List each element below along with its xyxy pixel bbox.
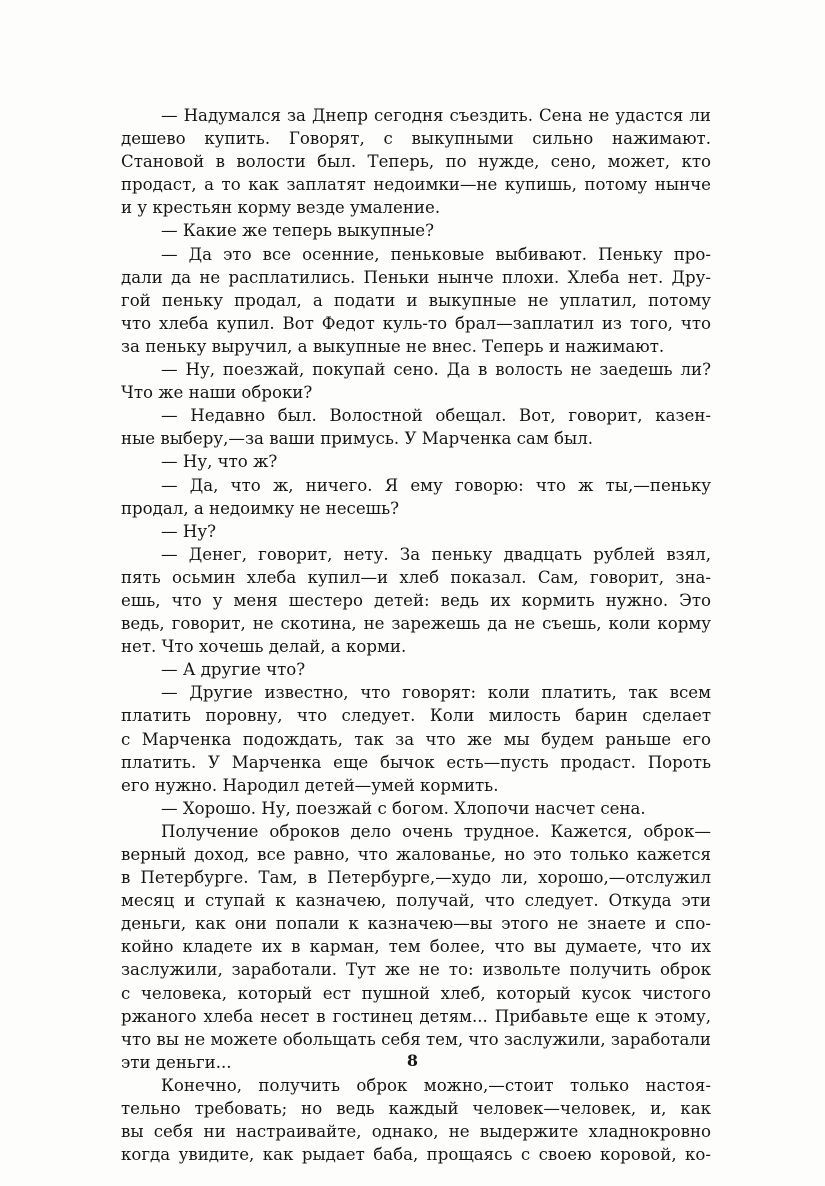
text-line: с Марченка подождать, так за что же мы будем раньше его: [121, 729, 711, 749]
text-line: — А другие что?: [161, 660, 306, 680]
text-line: — Да, что ж, ничего. Я ему говорю: что ж ты,—пеньку: [161, 475, 711, 495]
text-line: за пеньку выручил, а выкупные не внес. Теперь и нажимают.: [121, 336, 665, 356]
text-line: — Хорошо. Ну, поезжай с богом. Хлопочи насчет сена.: [161, 798, 646, 818]
text-line: — Ну, что ж?: [161, 452, 278, 472]
text-line: койно кладете их в карман, тем более, что вы думаете, что их: [121, 937, 711, 957]
text-line: эти деньги...: [121, 1052, 232, 1072]
text-line: Становой в волости был. Теперь, по нужде, сено, может, кто: [121, 152, 711, 172]
text-line: деньги, как они попали к казначею—вы этого не знаете и спо-: [121, 914, 711, 934]
text-line: платить поровну, что следует. Коли милость барин сделает: [121, 706, 711, 726]
text-line: Конечно, получить оброк можно,—стоит только настоя-: [161, 1075, 711, 1095]
body-text: [121, 104, 711, 1166]
text-line: ные выберу,—за ваши примусь. У Марченка сам был.: [121, 429, 594, 449]
text-line: когда увидите, как рыдает баба, прощаясь с своею коровой, ко-: [121, 1145, 711, 1165]
text-line: — Ну, поезжай, покупай сено. Да в волость не заедешь ли?: [161, 360, 711, 380]
text-line: тельно требовать; но ведь каждый человек—человек, и, как: [121, 1099, 711, 1119]
text-line: с человека, который ест пушной хлеб, который кусок чистого: [121, 983, 711, 1003]
text-line: дешево купить. Говорят, с выкупными сильно нажимают.: [121, 129, 711, 149]
text-line: — Недавно был. Волостной обещал. Вот, говорит, казен-: [161, 406, 711, 426]
text-line: гой пеньку продал, а подати и выкупные не уплатил, потому: [121, 290, 711, 310]
text-line: его нужно. Народил детей—умей кормить.: [121, 775, 499, 795]
text-line: дали да не расплатились. Пеньки нынче плохи. Хлеба нет. Дру-: [121, 267, 711, 287]
text-line: Что же наши оброки?: [121, 383, 313, 403]
text-line: что хлеба купил. Вот Федот куль-то брал—заплатил из того, что: [121, 313, 711, 333]
text-line: ведь, говорит, не скотина, не зарежешь да не съешь, коли корму: [121, 614, 711, 634]
text-line: — Ну?: [161, 521, 216, 541]
text-line: заслужили, заработали. Тут же не то: извольте получить оброк: [121, 960, 711, 980]
text-line: в Петербурге. Там, в Петербурге,—худо ли, хорошо,—отслужил: [121, 868, 711, 888]
text-line: вы себя ни настраивайте, однако, не выдержите хладнокровно: [121, 1122, 711, 1142]
text-line: Получение оброков дело очень трудное. Кажется, оброк—: [161, 821, 711, 841]
text-line: — Надумался за Днепр сегодня съездить. Сена не удастся ли: [161, 106, 711, 125]
text-line: — Да это все осенние, пеньковые выбивают. Пеньку про-: [161, 244, 711, 264]
text-line: и у крестьян корму везде умаление.: [121, 198, 441, 218]
text-line: нет. Что хочешь делай, а корми.: [121, 637, 407, 657]
text-line: что вы не можете обольщать себя тем, что заслужили, заработали: [121, 1029, 711, 1049]
text-line: месяц и ступай к казначею, получай, что следует. Откуда эти: [121, 891, 711, 911]
text-line: продал, а недоимку не несешь?: [121, 498, 400, 518]
text-line: — Другие известно, что говорят: коли платить, так всем: [161, 683, 711, 703]
text-line: пять осьмин хлеба купил—и хлеб показал. Сам, говорит, зна-: [121, 567, 711, 587]
text-line: — Какие же теперь выкупные?: [161, 221, 435, 241]
text-line: продаст, а то как заплатят недоимки—не купишь, потому нынче: [121, 175, 711, 195]
text-line: ешь, что у меня шестеро детей: ведь их кормить нужно. Это: [121, 590, 711, 610]
text-line: верный доход, все равно, что жалованье, но это только кажется: [121, 845, 711, 864]
page-number: 8: [406, 1051, 419, 1070]
text-line: платить. У Марченка еще бычок есть—пусть продаст. Пороть: [121, 752, 711, 772]
text-line: ржаного хлеба несет в гостинец детям... Прибавьте еще к этому,: [121, 1006, 711, 1026]
text-line: — Денег, говорит, нету. За пеньку двадцать рублей взял,: [161, 544, 711, 564]
